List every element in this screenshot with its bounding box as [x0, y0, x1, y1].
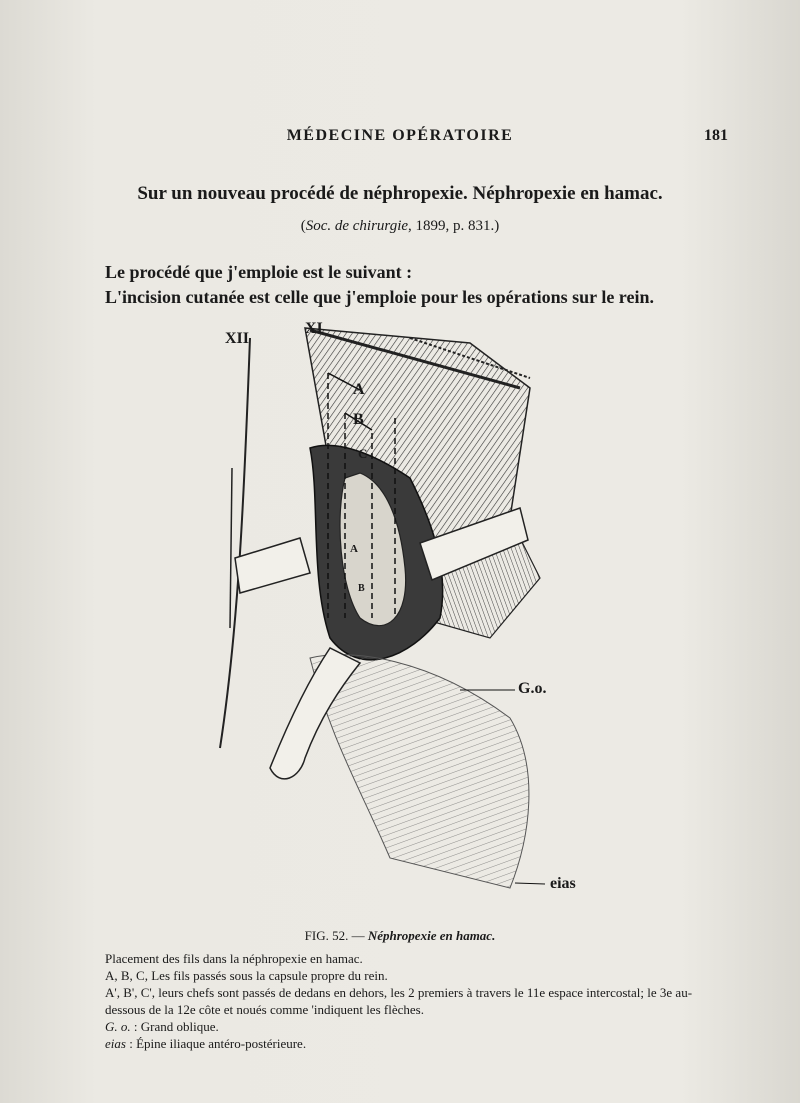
label-c: C	[358, 446, 368, 461]
page-header	[0, 127, 800, 149]
citation: (Soc. de chirurgie, 1899, p. 831.)	[300, 218, 500, 234]
nephropexy-illustration	[210, 318, 590, 908]
figure-legend	[105, 950, 725, 1052]
illustration-drawing	[210, 318, 590, 908]
citation-details: 1899, p. 831.	[415, 218, 495, 234]
legend-go-abbr: G. o.	[105, 1019, 131, 1034]
label-grand-oblique: G.o.	[518, 680, 547, 697]
label-a-kidney: A	[350, 543, 358, 555]
label-eleventh-rib: XI	[305, 320, 323, 337]
running-title: MÉDECINE OPÉRATOIRE	[286, 127, 514, 144]
legend-eias-text: : Épine iliaque antéro-postérieure.	[125, 1036, 307, 1051]
legend-item-abc: A, B, C, Les fils passés sous la capsule propre du rein.	[105, 968, 388, 983]
legend-item-go	[105, 1018, 725, 1035]
legend-item-eias	[105, 1035, 725, 1052]
legend-intro: Placement des fils dans la néphropexie en hamac.	[105, 951, 363, 966]
label-eias: eias	[550, 875, 576, 892]
show-through-text	[110, 160, 113, 176]
legend-eias-abbr: eias	[105, 1036, 126, 1051]
legend-item-primes: A', B', C', leurs chefs sont passés de dedans en dehors, les 2 premiers à travers le 11e espace intercostal; le 3e au-dessous de la 12e côte et noués comme 'indiquent les flèches.	[105, 985, 693, 1017]
article-title: Sur un nouveau procédé de néphropexie. Néphropexie en hamac.	[137, 183, 663, 204]
label-a: A	[353, 381, 365, 398]
caption-title: Néphropexie en hamac.	[367, 928, 496, 943]
legend-go-text: : Grand oblique.	[130, 1019, 219, 1034]
page-number: 181	[704, 127, 728, 144]
body-line-1: Le procédé que j'emploie est le suivant :	[105, 262, 413, 282]
citation-journal: Soc. de chirurgie	[305, 218, 409, 234]
caption-number: FIG. 52.	[304, 928, 349, 943]
label-b-kidney: B	[358, 583, 365, 594]
label-twelfth-rib: XII	[225, 330, 250, 347]
figure-caption: FIG. 52. — Néphropexie en hamac.	[304, 928, 496, 943]
body-line-2: L'incision cutanée est celle que j'emploie pour les opérations sur le rein.	[105, 287, 654, 307]
label-b: B	[353, 411, 364, 428]
